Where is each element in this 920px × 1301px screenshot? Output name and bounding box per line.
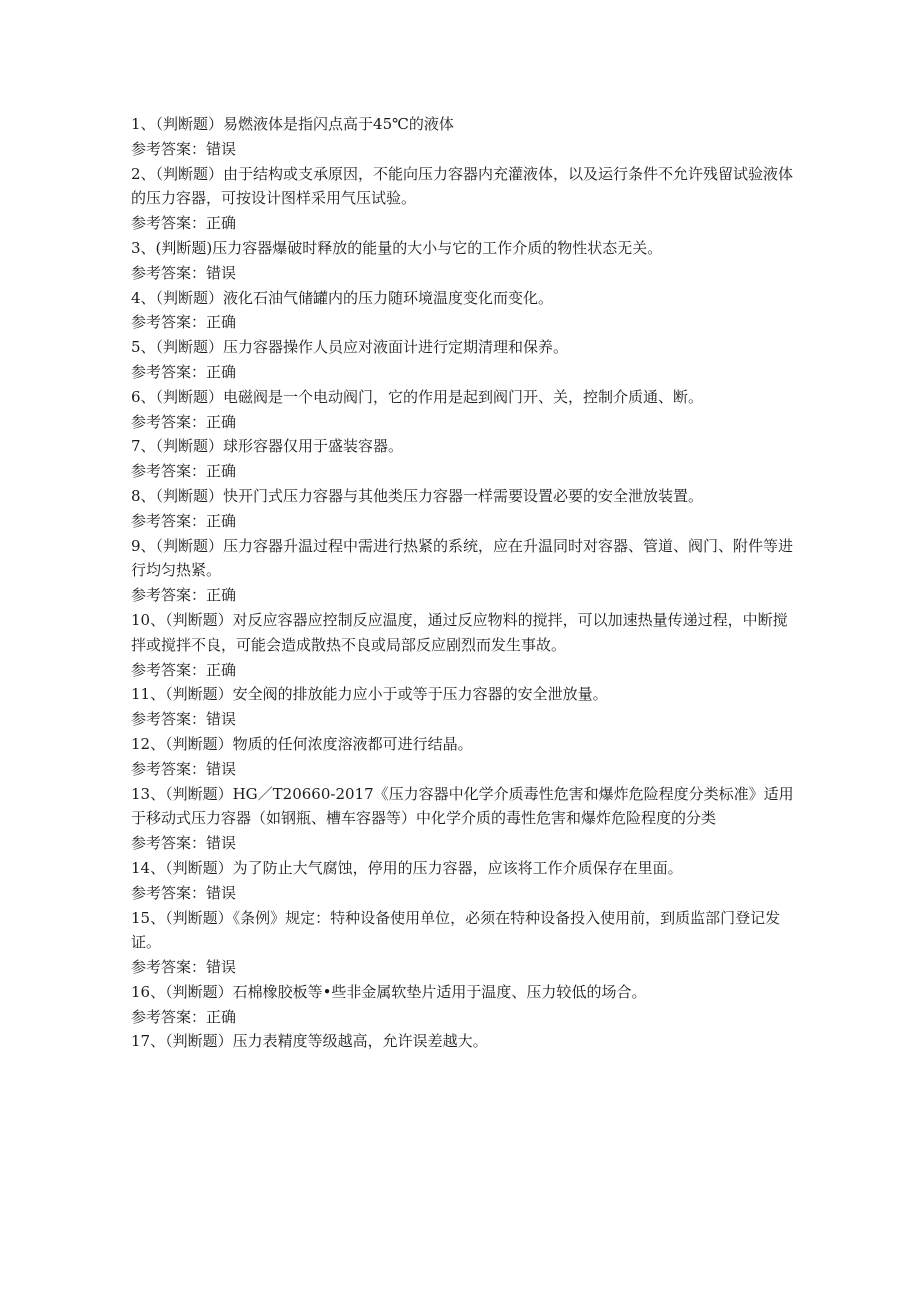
question-text: 11、（判断题）安全阀的排放能力应小于或等于压力容器的安全泄放量。 bbox=[131, 685, 608, 704]
answer-label: 参考答案： bbox=[131, 362, 207, 381]
answer-value: 正确 bbox=[206, 511, 237, 530]
answer-line bbox=[131, 410, 799, 435]
question-text: 12、（判断题）物质的任何浓度溶液都可进行结晶。 bbox=[131, 734, 473, 753]
answer-value: 正确 bbox=[206, 1007, 237, 1026]
answer-line bbox=[131, 211, 799, 236]
answer-value: 正确 bbox=[206, 462, 237, 481]
answer-value: 错误 bbox=[206, 883, 237, 902]
answer-label: 参考答案： bbox=[131, 313, 207, 332]
answer-line bbox=[131, 658, 799, 683]
answer-label: 参考答案： bbox=[131, 1007, 207, 1026]
answer-line bbox=[131, 707, 799, 732]
answer-value: 正确 bbox=[206, 313, 237, 332]
answer-label: 参考答案： bbox=[131, 462, 207, 481]
answer-label: 参考答案： bbox=[131, 660, 207, 679]
answer-value: 正确 bbox=[206, 412, 237, 431]
question-text: 3、(判断题)压力容器爆破时释放的能量的大小与它的工作介质的物性状态无关。 bbox=[131, 238, 663, 257]
answer-line bbox=[131, 459, 799, 484]
answer-value: 错误 bbox=[206, 834, 237, 853]
answer-label: 参考答案： bbox=[131, 412, 207, 431]
question-list bbox=[131, 112, 799, 1054]
answer-label: 参考答案： bbox=[131, 511, 207, 530]
question-text: 10、（判断题）对反应容器应控制反应温度，通过反应物料的搅拌，可以加速热量传递过程，中断搅拌或搅拌不良，可能会造成散热不良或局部反应剧烈而发生事故。 bbox=[131, 610, 788, 654]
answer-label: 参考答案： bbox=[131, 214, 207, 233]
answer-line bbox=[131, 310, 799, 335]
answer-label: 参考答案： bbox=[131, 586, 207, 605]
answer-line bbox=[131, 583, 799, 608]
answer-line bbox=[131, 955, 799, 980]
answer-label: 参考答案： bbox=[131, 759, 207, 778]
answer-label: 参考答案： bbox=[131, 958, 207, 977]
answer-line bbox=[131, 881, 799, 906]
answer-value: 正确 bbox=[206, 214, 237, 233]
answer-label: 参考答案： bbox=[131, 710, 207, 729]
answer-label: 参考答案： bbox=[131, 834, 207, 853]
answer-label: 参考答案： bbox=[131, 139, 207, 158]
question-text: 4、（判断题）液化石油气储罐内的压力随环境温度变化而变化。 bbox=[131, 288, 554, 307]
answer-value: 正确 bbox=[206, 586, 237, 605]
question-text: 15、（判断题）《条例》规定：特种设备使用单位，必须在特种设备投入使用前，到质监部门登记发证。 bbox=[131, 908, 781, 952]
question-text: 6、（判断题）电磁阀是一个电动阀门，它的作用是起到阀门开、关，控制介质通、断。 bbox=[131, 387, 704, 406]
answer-value: 正确 bbox=[206, 362, 237, 381]
question-text: 14、（判断题）为了防止大气腐蚀，停用的压力容器，应该将工作介质保存在里面。 bbox=[131, 858, 683, 877]
question-text: 13、（判断题）HG／T20660-2017《压力容器中化学介质毒性危害和爆炸危险程度分类标准》适用于移动式压力容器（如钢瓶、槽车容器等）中化学介质的毒性危害和爆炸危险程度的分类 bbox=[131, 784, 794, 828]
answer-line bbox=[131, 137, 799, 162]
answer-line bbox=[131, 261, 799, 286]
answer-label: 参考答案： bbox=[131, 263, 207, 282]
answer-value: 错误 bbox=[206, 263, 237, 282]
answer-line bbox=[131, 1005, 799, 1030]
question-text: 17、（判断题）压力表精度等级越高，允许误差越大。 bbox=[131, 1032, 488, 1051]
question-text: 5、（判断题）压力容器操作人员应对液面计进行定期清理和保养。 bbox=[131, 338, 569, 357]
answer-line bbox=[131, 360, 799, 385]
answer-line bbox=[131, 757, 799, 782]
answer-value: 错误 bbox=[206, 958, 237, 977]
question-text: 1、（判断题）易燃液体是指闪点高于45℃的液体 bbox=[131, 115, 454, 133]
question-text: 2、（判断题）由于结构或支承原因，不能向压力容器内充灌液体，以及运行条件不允许残留试验液体的压力容器，可按设计图样采用气压试验。 bbox=[131, 164, 794, 208]
question-text: 7、（判断题）球形容器仅用于盛装容器。 bbox=[131, 437, 404, 456]
answer-label: 参考答案： bbox=[131, 883, 207, 902]
answer-value: 错误 bbox=[206, 139, 237, 158]
question-text: 9、（判断题）压力容器升温过程中需进行热紧的系统，应在升温同时对容器、管道、阀门、附件等进行均匀热紧。 bbox=[131, 536, 794, 580]
question-text: 8、（判断题）快开门式压力容器与其他类压力容器一样需要设置必要的安全泄放装置。 bbox=[131, 486, 704, 505]
answer-line bbox=[131, 831, 799, 856]
question-text: 16、（判断题）石棉橡胶板等•些非金属软垫片适用于温度、压力较低的场合。 bbox=[131, 982, 647, 1001]
answer-value: 错误 bbox=[206, 710, 237, 729]
answer-value: 错误 bbox=[206, 759, 237, 778]
answer-value: 正确 bbox=[206, 660, 237, 679]
answer-line bbox=[131, 509, 799, 534]
